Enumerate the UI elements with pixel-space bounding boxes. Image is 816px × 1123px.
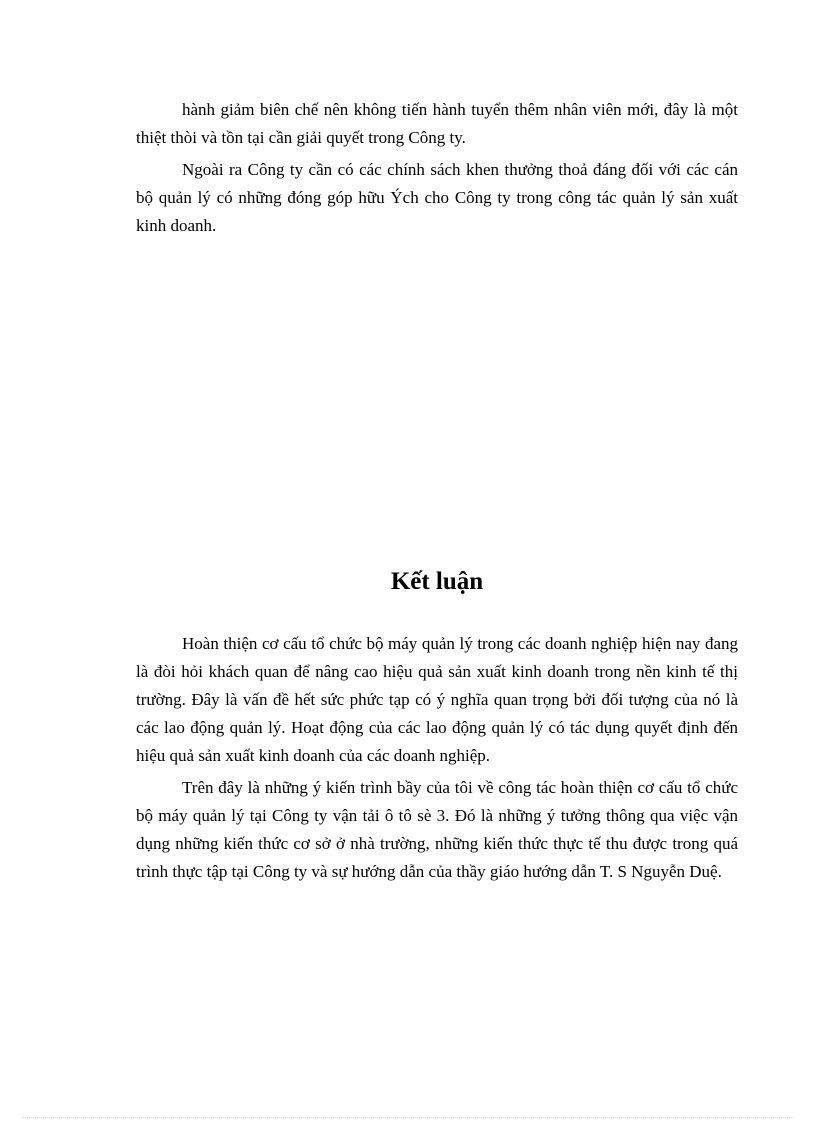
paragraph-rewards: Ngoài ra Công ty cần có các chính sách khen thưởng thoả đáng đối với các cán bộ quản lý có những đóng góp hữu Ých cho Công ty trong công tác quản lý sản xuất kinh doanh. [136,160,738,235]
top-text-section [136,96,738,244]
footer-divider [22,1117,794,1118]
conclusion-heading: Kết luận [390,568,484,595]
paragraph-staffing: hành giảm biên chế nên không tiến hành tuyển thêm nhân viên mới, đây là một thiệt thòi và tồn tại cần giải quyết trong Công ty. [136,100,738,147]
conclusion-section [136,630,738,890]
paragraph-conclusion-closing: Trên đây là những ý kiến trình bầy của tôi về công tác hoàn thiện cơ cấu tổ chức bộ máy quản lý tại Công ty vận tải ô tô sè 3. Đó là những ý tưởng thông qua việc vận dụng những kiến thức cơ sở ở nhà trường, những kiến thức thực tế thu được trong quá trình thực tập tại Công ty và sự hướng dẫn của thầy giáo hướng dẫn T. S Nguyễn Duệ. [136,778,738,881]
paragraph-conclusion-main: Hoàn thiện cơ cấu tổ chức bộ máy quản lý trong các doanh nghiệp hiện nay đang là đòi hỏi khách quan để nâng cao hiệu quả sản xuất kinh doanh trong nền kinh tế thị trường. Đây là vấn đề hết sức phức tạp có ý nghĩa quan trọng bởi đối tượng của nó là các lao động quản lý. Hoạt động của các lao động quản lý có tác dụng quyết định đến hiệu quả sản xuất kinh doanh của các doanh nghiệp. [136,634,738,765]
